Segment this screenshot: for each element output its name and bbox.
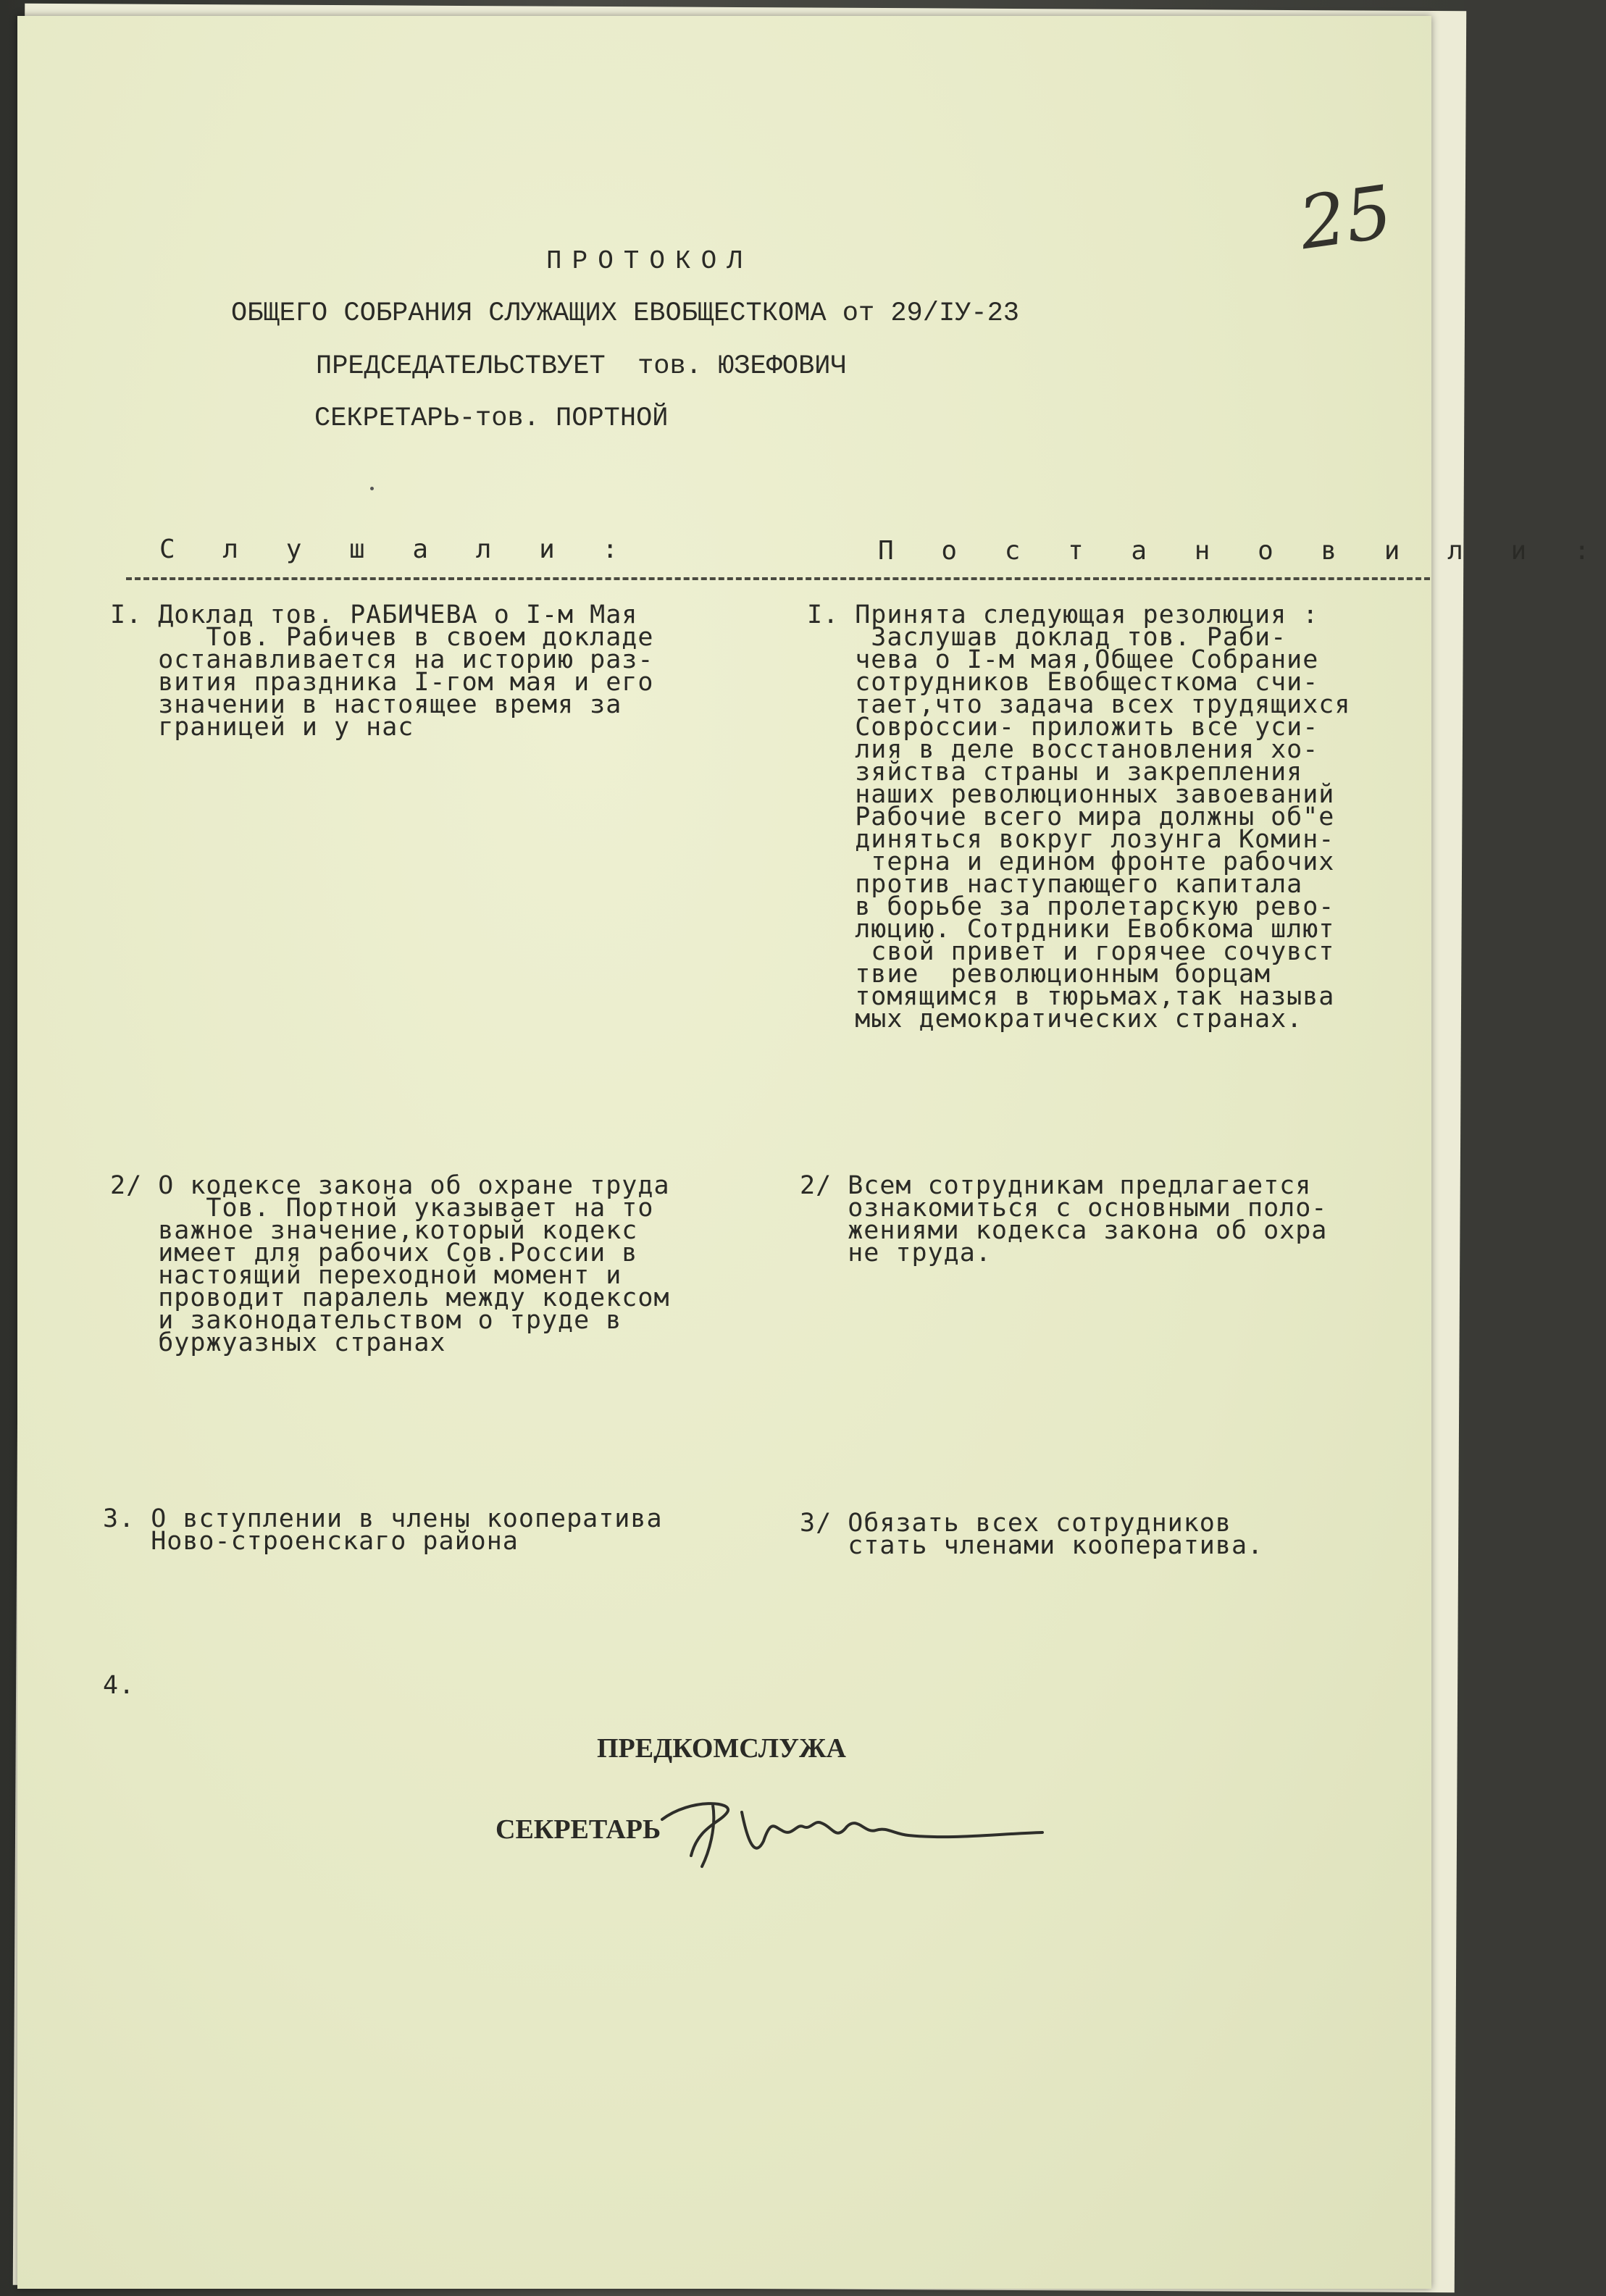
listened-column-heading: С л у ш а л и :	[159, 535, 635, 564]
item-2-listened: 2/ О кодексе закона об охране труда Тов. Портной указывает на то важное значение,который кодекс имеет для рабочих Сов.России в настоящий переходной момент и проводит паралель между кодексом и законодательством о труде в буржуазных странах	[110, 1171, 670, 1357]
item-3-decided: 3/ Обязать всех сотрудников стать членами кооператива.	[800, 1509, 1264, 1560]
handwritten-signature	[648, 1783, 1053, 1877]
chairman-signature-label: ПРЕДКОМСЛУЖА	[597, 1733, 847, 1764]
item-1-listened: I. Доклад тов. РАБИЧЕВА о I-м Мая Тов. Рабичев в своем докладе останавливается на историю раз- вития праздника I-гом мая и его значении в настоящее время за границей и у нас	[110, 600, 654, 742]
document-title: ПРОТОКОЛ	[546, 246, 753, 276]
ink-dot	[370, 487, 374, 490]
secretary-signature-label: СЕКРЕТАРЬ	[495, 1814, 661, 1845]
chairman-line: ПРЕДСЕДАТЕЛЬСТВУЕТ тов. ЮЗЕФОВИЧ	[316, 351, 847, 382]
handwritten-page-number: 25	[1294, 169, 1397, 267]
secretary-line: СЕКРЕТАРЬ-тов. ПОРТНОЙ	[314, 403, 669, 434]
document-page	[17, 16, 1606, 2289]
item-3-listened: 3. О вступлении в члены кооператива Ново-строенскаго района	[103, 1504, 663, 1556]
item-4-listened: 4.	[103, 1671, 135, 1700]
item-2-decided: 2/ Всем сотрудникам предлагается ознакомиться с основными поло- жениями кодекса закона об охра не труда.	[800, 1171, 1328, 1268]
dashed-divider	[126, 577, 1430, 580]
decided-column-heading: П о с т а н о в и л и :	[878, 536, 1606, 566]
item-1-decided: I. Принята следующая резолюция : Заслушав доклад тов. Раби- чева о I-м мая,Общее Собрание сотрудников Евобщесткома счи- тает,что задача всех трудящихся Совроссии- приложить все уси- лия в деле восстановления хо- зяйства страны и закрепления наших революционных завоеваний Рабочие всего мира должны об"е диняться вокруг лозунга Комин- терна и едином фронте рабочих против наступающего капитала в борьбе за пролетарскую рево- люцию. Сотрдники Евобкома шлют свой привет и горячее сочувст твие революционным борцам томящимся в тюрьмах,так называ мых демократических странах.	[807, 600, 1351, 1034]
document-subtitle: ОБЩЕГО СОБРАНИЯ СЛУЖАЩИХ ЕВОБЩЕСТКОМА от 29/IУ-23	[231, 298, 1019, 329]
